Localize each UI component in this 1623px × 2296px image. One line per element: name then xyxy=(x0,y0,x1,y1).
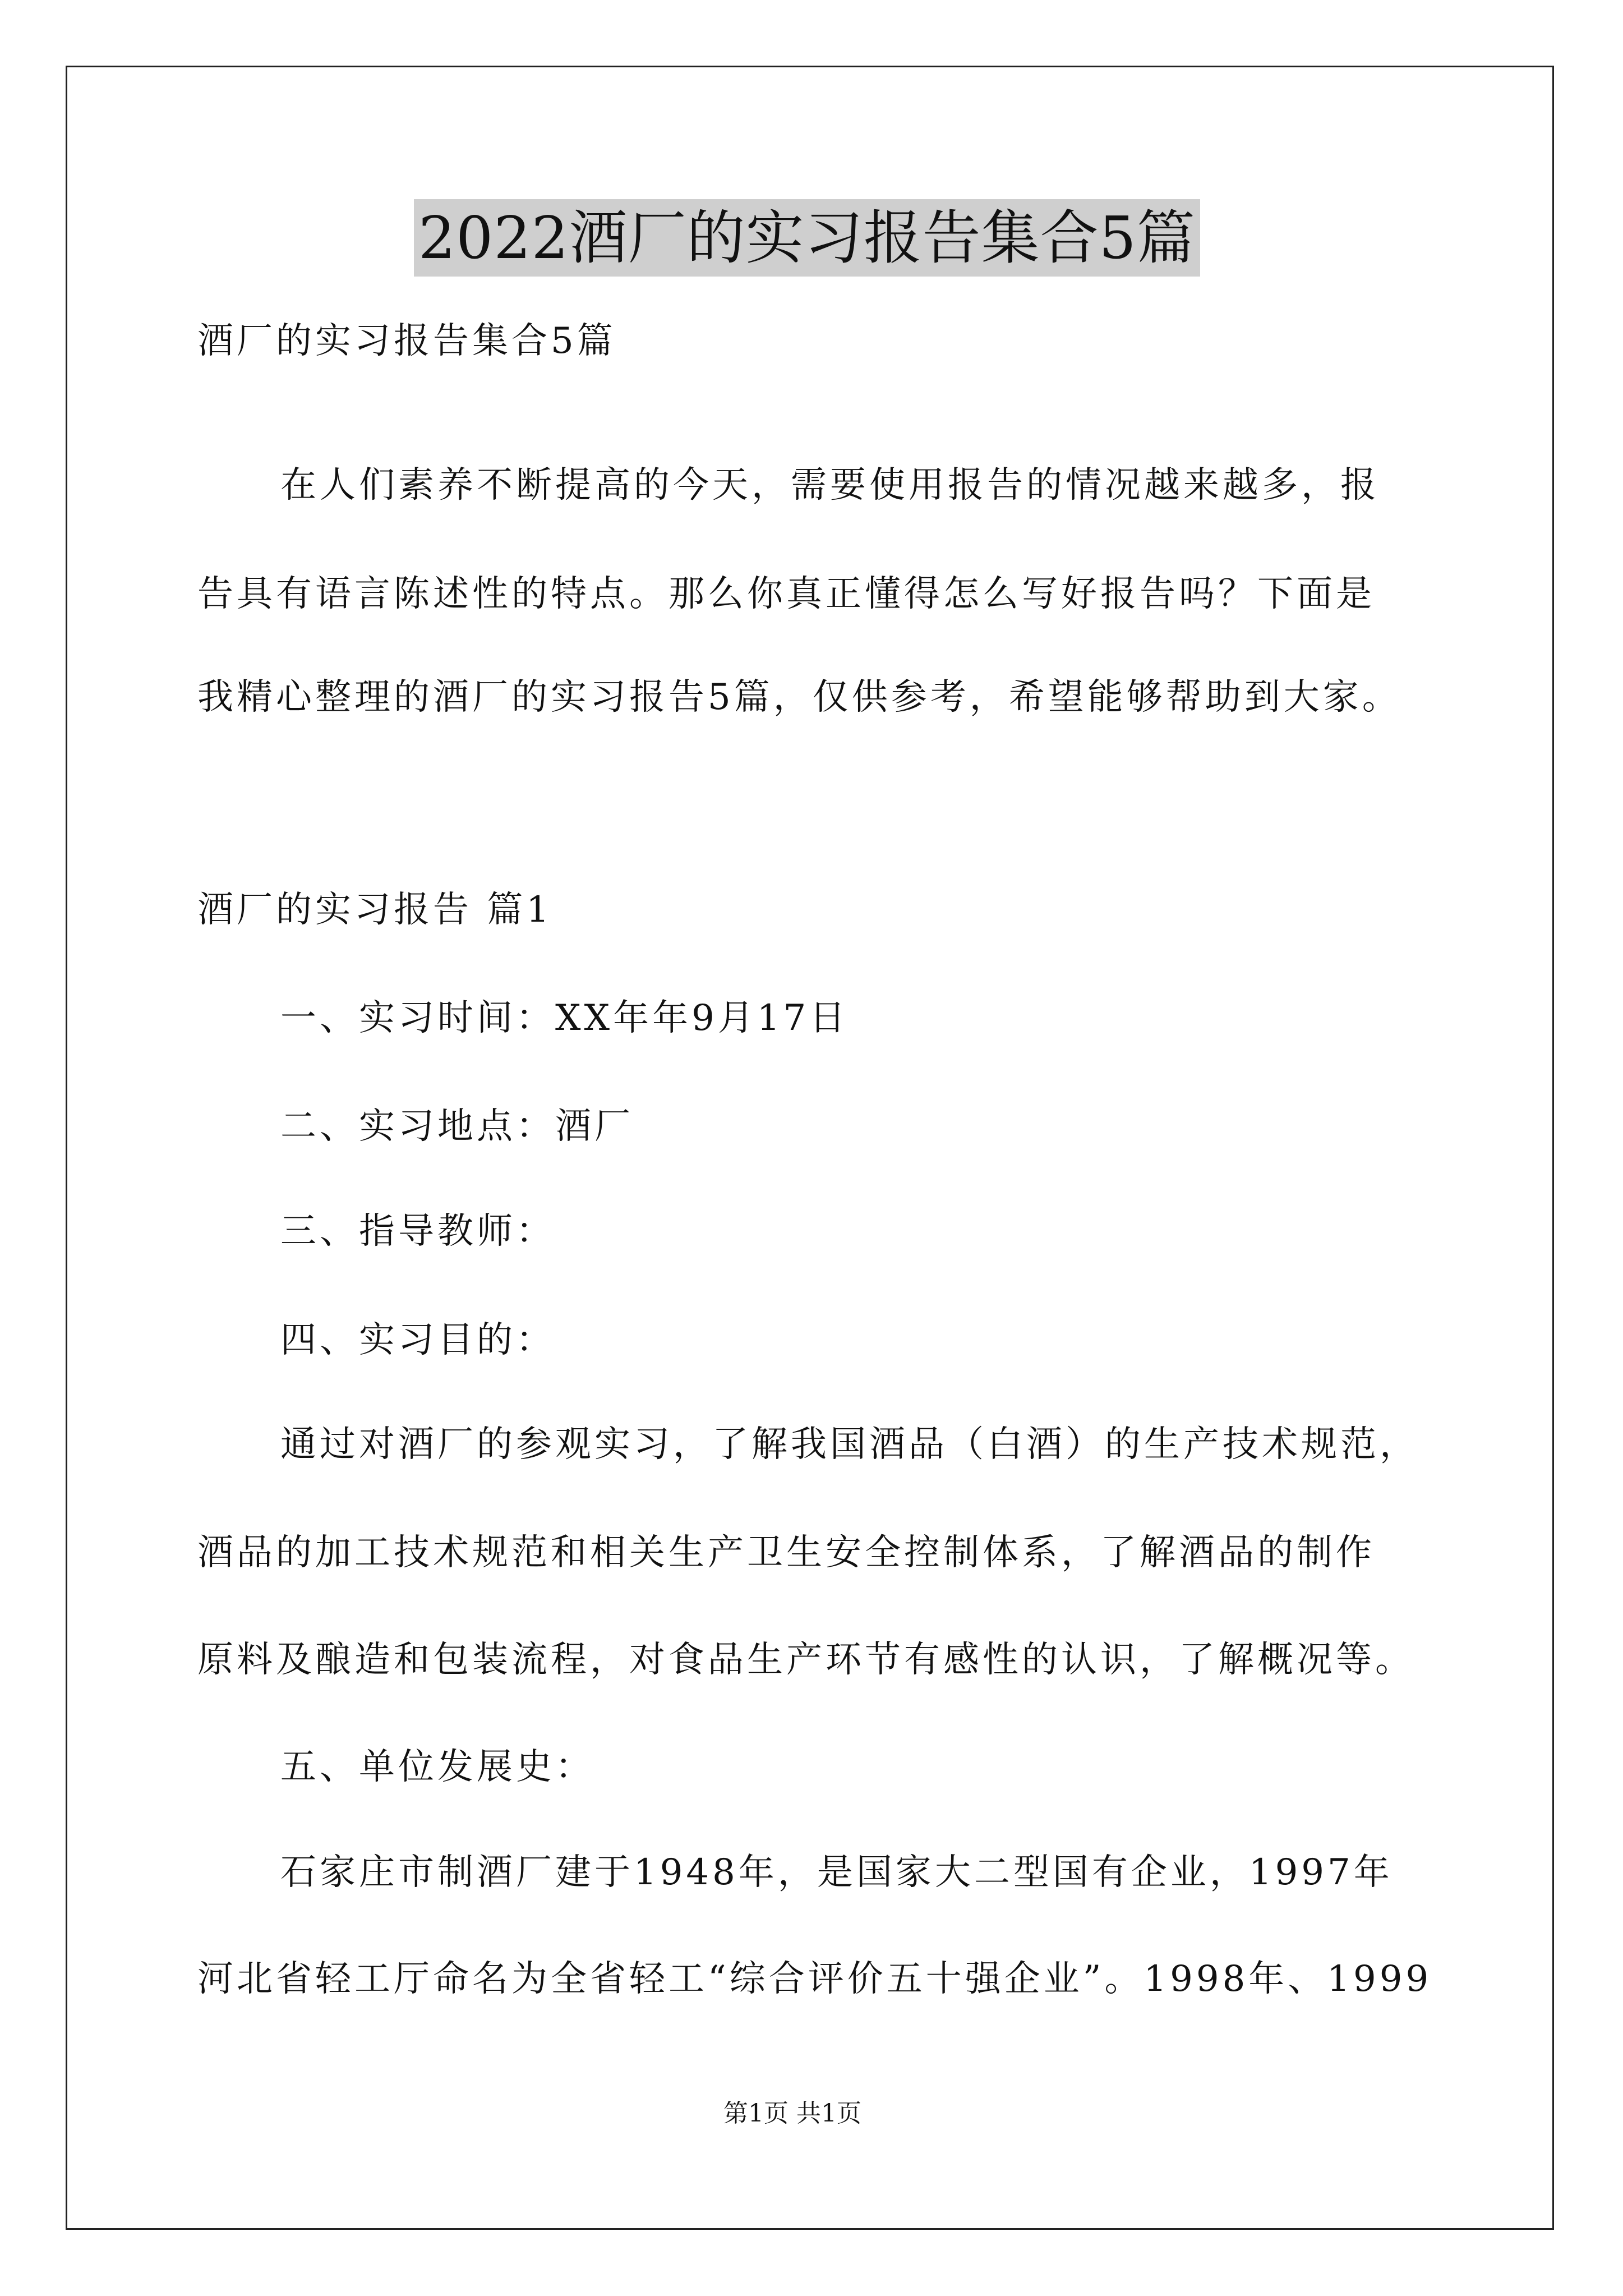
purpose-line-3: 原料及酿造和包装流程，对食品生产环节有感性的认识，了解概况等。 xyxy=(197,1639,1414,1681)
item-instructor: 三、指导教师： xyxy=(280,1211,555,1252)
purpose-line-1: 通过对酒厂的参观实习，了解我国酒品（白酒）的生产技术规范， xyxy=(280,1424,1419,1465)
item-purpose-heading: 四、实习目的： xyxy=(280,1319,555,1361)
item-internship-time: 一、实习时间：XX年年9月17日 xyxy=(280,997,849,1039)
intro-line-3: 我精心整理的酒厂的实习报告5篇，仅供参考，希望能够帮助到大家。 xyxy=(197,677,1401,718)
page-footer: 第1页 共1页 xyxy=(723,2099,861,2128)
purpose-line-2: 酒品的加工技术规范和相关生产卫生安全控制体系，了解酒品的制作 xyxy=(197,1532,1375,1573)
item-internship-place: 二、实习地点：酒厂 xyxy=(280,1106,634,1147)
document-title: 2022酒厂的实习报告集合5篇 xyxy=(414,199,1200,277)
history-line-2: 河北省轻工厅命名为全省轻工“综合评价五十强企业”。1998年、1999 xyxy=(197,1958,1432,2000)
section-heading: 酒厂的实习报告 篇1 xyxy=(197,889,553,931)
history-heading: 五、单位发展史： xyxy=(280,1746,594,1788)
intro-line-2: 告具有语言陈述性的特点。那么你真正懂得怎么写好报告吗？下面是 xyxy=(197,573,1375,615)
intro-line-1: 在人们素养不断提高的今天，需要使用报告的情况越来越多，报 xyxy=(280,464,1380,506)
history-line-1: 石家庄市制酒厂建于1948年，是国家大二型国有企业，1997年 xyxy=(280,1852,1393,1893)
document-subtitle: 酒厂的实习报告集合5篇 xyxy=(197,320,616,362)
